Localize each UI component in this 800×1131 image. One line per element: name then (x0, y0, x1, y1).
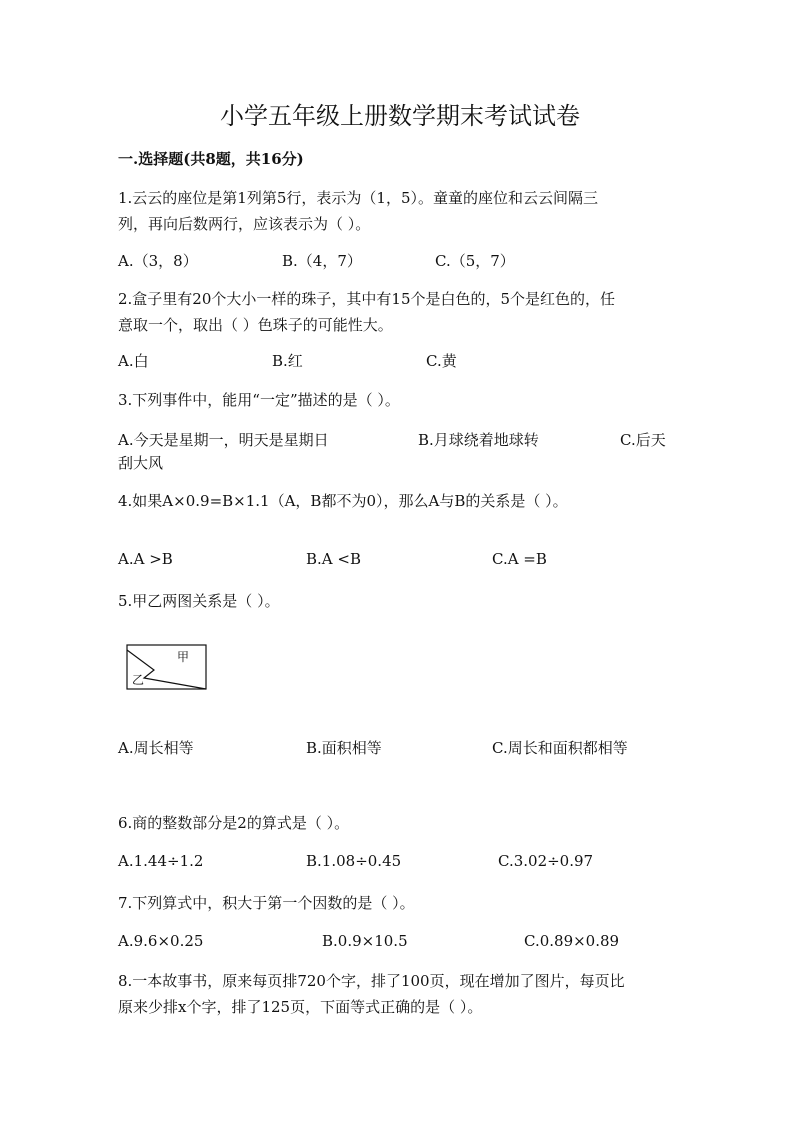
question-6-line-1: 6.商的整数部分是2的算式是（ ）。 (118, 814, 350, 832)
question-4 (118, 488, 678, 514)
question-2-option-a[interactable]: A.白 (118, 352, 149, 370)
question-8-line-1: 8.一本故事书，原来每页排720个字，排了100页，现在增加了图片，每页比 (118, 972, 625, 990)
question-6-option-a[interactable]: A.1.44÷1.2 (118, 852, 204, 870)
section-heading: 一.选择题(共8题，共16分) (118, 150, 304, 168)
question-8 (118, 968, 678, 1020)
question-2 (118, 286, 678, 338)
question-4-option-a[interactable]: A.A >B (118, 550, 173, 568)
question-4-line-1: 4.如果A×0.9=B×1.1（A，B都不为0），那么A与B的关系是（ ）。 (118, 492, 568, 510)
question-3-option-c[interactable]: C.后天 (620, 431, 666, 449)
question-5 (118, 588, 678, 614)
question-3-option-a[interactable]: A.今天是星期一，明天是星期日 (118, 431, 329, 449)
question-1-line-2: 列，再向后数两行，应该表示为（ ）。 (118, 215, 371, 233)
question-1-line-1: 1.云云的座位是第1列第5行，表示为（1，5）。童童的座位和云云间隔三 (118, 189, 598, 207)
figure-label-jia: 甲 (177, 650, 190, 664)
figure-label-yi: 乙 (132, 673, 145, 687)
question-6-option-b[interactable]: B.1.08÷0.45 (306, 852, 402, 870)
question-2-line-1: 2.盒子里有20个大小一样的珠子，其中有15个是白色的，5个是红色的，任 (118, 290, 616, 308)
question-5-option-a[interactable]: A.周长相等 (118, 739, 194, 757)
question-1-option-c[interactable]: C.（5，7） (435, 252, 515, 270)
question-1-option-b[interactable]: B.（4，7） (282, 252, 362, 270)
question-1-option-a[interactable]: A.（3，8） (118, 252, 198, 270)
question-5-option-c[interactable]: C.周长和面积都相等 (492, 739, 628, 757)
question-5-figure (126, 644, 208, 692)
question-6-option-c[interactable]: C.3.02÷0.97 (498, 852, 594, 870)
question-6 (118, 810, 678, 836)
question-7-option-b[interactable]: B.0.9×10.5 (322, 932, 408, 950)
question-4-option-c[interactable]: C.A =B (492, 550, 547, 568)
question-7-line-1: 7.下列算式中，积大于第一个因数的是（ ）。 (118, 894, 415, 912)
question-2-option-b[interactable]: B.红 (272, 352, 303, 370)
question-1 (118, 185, 678, 237)
question-3-option-c-continued: 刮大风 (118, 454, 164, 472)
question-4-option-b[interactable]: B.A <B (306, 550, 361, 568)
page-title: 小学五年级上册数学期末考试试卷 (220, 102, 580, 130)
question-2-option-c[interactable]: C.黄 (426, 352, 457, 370)
question-7-option-c[interactable]: C.0.89×0.89 (524, 932, 620, 950)
question-7-option-a[interactable]: A.9.6×0.25 (118, 932, 204, 950)
question-3-option-b[interactable]: B.月球绕着地球转 (418, 431, 539, 449)
question-5-option-b[interactable]: B.面积相等 (306, 739, 382, 757)
question-8-line-2: 原来少排x个字，排了125页，下面等式正确的是（ ）。 (118, 998, 483, 1016)
question-3-line-1: 3.下列事件中，能用“一定”描述的是（ ）。 (118, 391, 400, 409)
question-2-line-2: 意取一个，取出（ ）色珠子的可能性大。 (118, 316, 393, 334)
question-5-line-1: 5.甲乙两图关系是（ ）。 (118, 592, 280, 610)
question-7 (118, 890, 678, 916)
question-3 (118, 387, 678, 413)
